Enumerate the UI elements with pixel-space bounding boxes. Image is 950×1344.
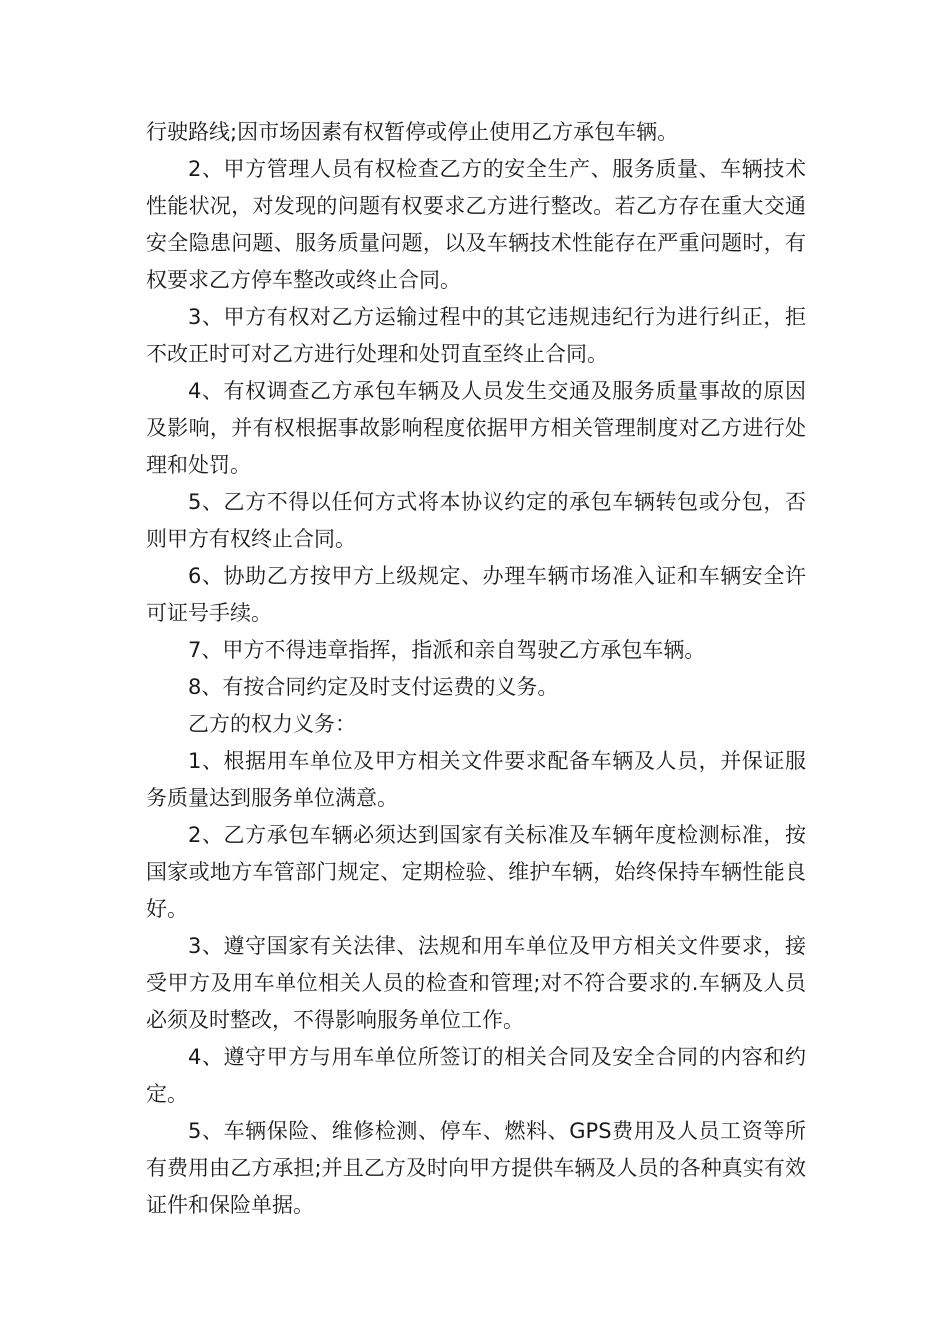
paragraph-party-b-item-1: 1、根据用车单位及甲方相关文件要求配备车辆及人员，并保证服务质量达到服务单位满意。 [146,749,806,810]
paragraph-party-b-item-2: 2、乙方承包车辆必须达到国家有关标准及车辆年度检测标准，按国家或地方车管部门规定、定期检验、维护车辆，始终保持车辆性能良好。 [146,823,806,921]
paragraph-party-a-item-6: 6、协助乙方按甲方上级规定、办理车辆市场准入证和车辆安全许可证号手续。 [146,564,806,625]
paragraph-party-a-item-5: 5、乙方不得以任何方式将本协议约定的承包车辆转包或分包，否则甲方有权终止合同。 [146,490,806,551]
paragraph-party-a-item-2: 2、甲方管理人员有权检查乙方的安全生产、服务质量、车辆技术性能状况，对发现的问题有权要求乙方进行整改。若乙方存在重大交通安全隐患问题、服务质量问题，以及车辆技术性能存在严重问题时，有权要求乙方停车整改或终止合同。 [146,157,806,292]
paragraph-party-b-item-3: 3、遵守国家有关法律、法规和用车单位及甲方相关文件要求，接受甲方及用车单位相关人员的检查和管理;对不符合要求的.车辆及人员必须及时整改，不得影响服务单位工作。 [146,934,806,1032]
paragraph-party-a-item-4: 4、有权调查乙方承包车辆及人员发生交通及服务质量事故的原因及影响，并有权根据事故影响程度依据甲方相关管理制度对乙方进行处理和处罚。 [146,379,806,477]
paragraph-party-b-item-5: 5、车辆保险、维修检测、停车、燃料、GPS费用及人员工资等所有费用由乙方承担;并且乙方及时向甲方提供车辆及人员的各种真实有效证件和保险单据。 [146,1119,806,1217]
section-heading-party-b: 乙方的权力义务： [188,712,356,736]
document-page [146,114,806,1224]
paragraph-party-b-item-4: 4、遵守甲方与用车单位所签订的相关合同及安全合同的内容和约定。 [146,1045,806,1106]
paragraph-route-continuation: 行驶路线;因市场因素有权暂停或停止使用乙方承包车辆。 [146,120,679,144]
paragraph-party-a-item-7: 7、甲方不得违章指挥，指派和亲自驾驶乙方承包车辆。 [188,638,706,662]
paragraph-party-a-item-8: 8、有按合同约定及时支付运费的义务。 [188,675,559,699]
paragraph-party-a-item-3: 3、甲方有权对乙方运输过程中的其它违规违纪行为进行纠正，拒不改正时可对乙方进行处理和处罚直至终止合同。 [146,305,806,366]
